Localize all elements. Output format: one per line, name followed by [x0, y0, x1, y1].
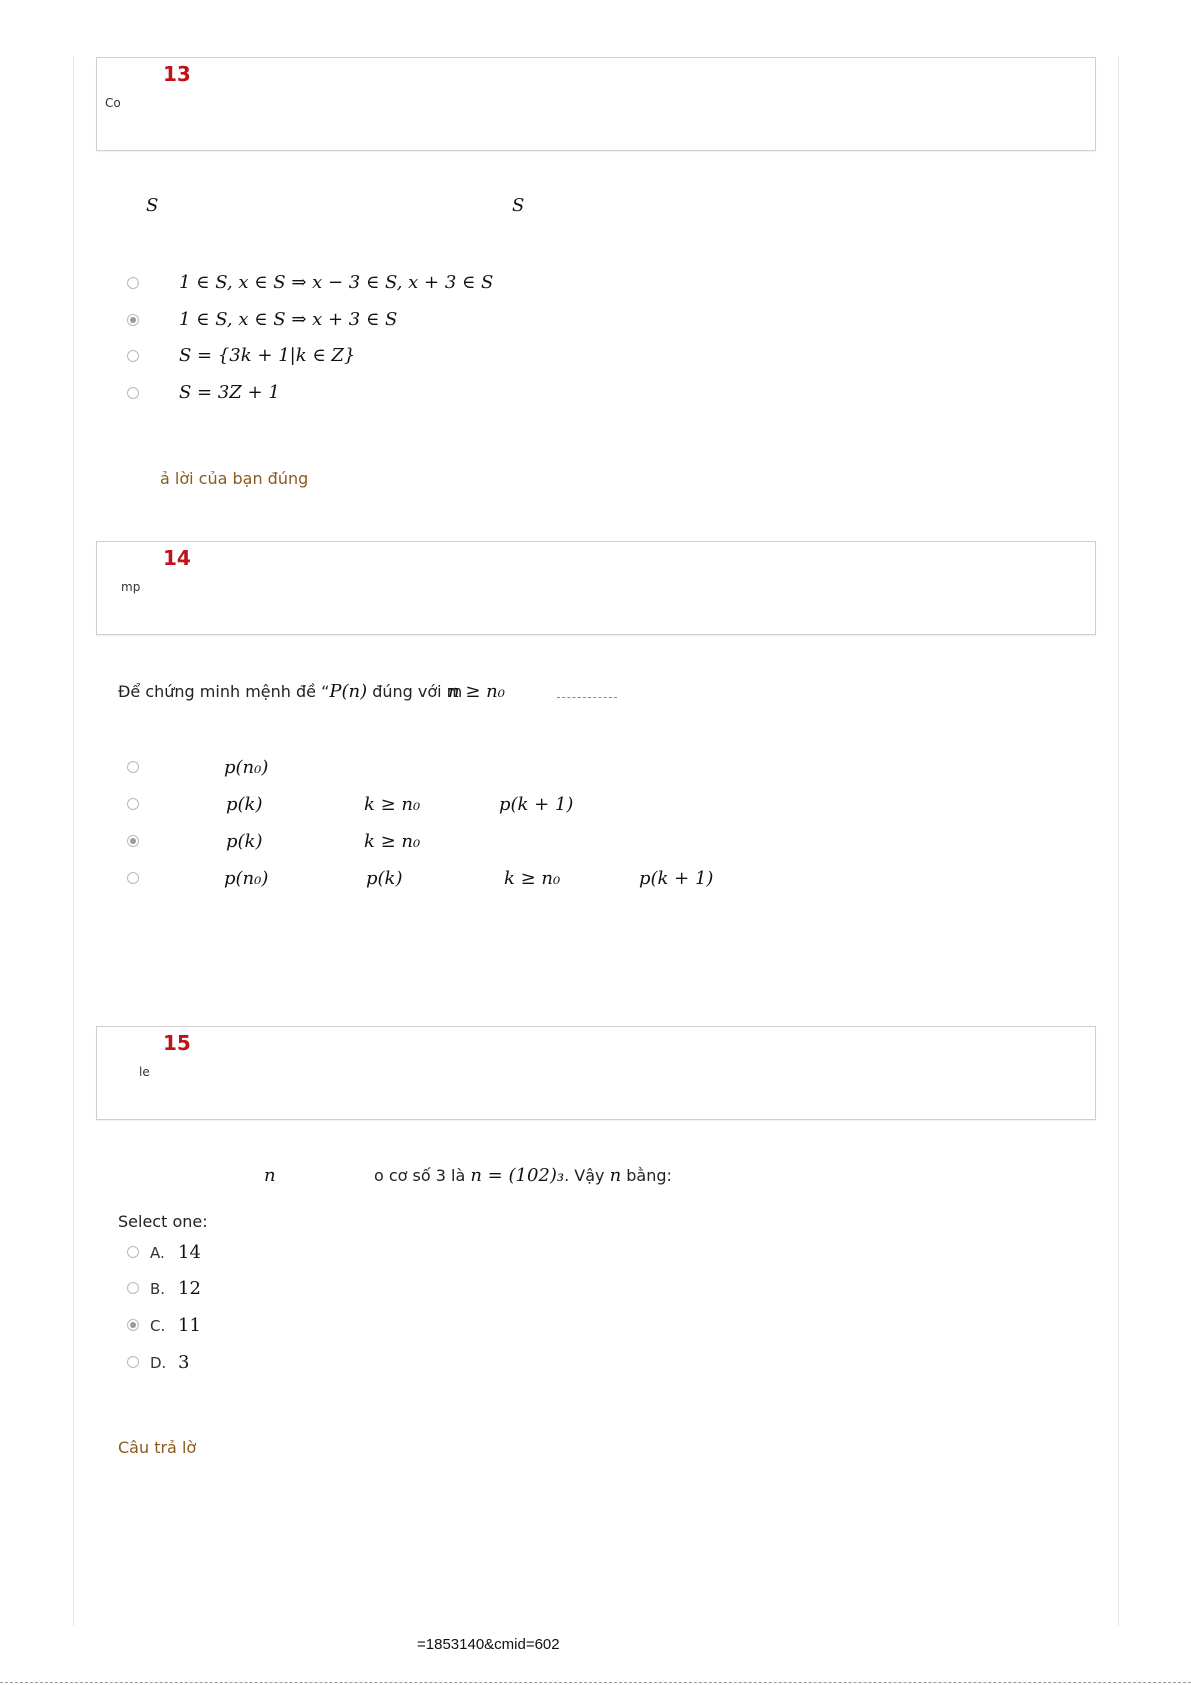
q13-feedback: ả lời của bạn đúng	[160, 469, 309, 488]
q14-option-2-part[interactable]: p(k + 1)	[499, 794, 574, 815]
q14-option-2-part[interactable]: p(k)	[226, 794, 263, 815]
q15-option-d-letter[interactable]: D.	[150, 1354, 167, 1372]
q15-option-b-radio[interactable]	[127, 1282, 139, 1294]
q15-option-d-value[interactable]: 3	[178, 1352, 190, 1373]
q15-stem-text: bằng:	[621, 1166, 672, 1185]
question-15-info-box	[96, 1026, 1096, 1120]
q13-option-1-radio[interactable]	[127, 277, 139, 289]
q14-option-4-part[interactable]: p(k + 1)	[639, 868, 714, 889]
q14-option-4-part[interactable]: p(k)	[366, 868, 403, 889]
q13-option-4-label[interactable]: S = 3Z + 1	[179, 382, 280, 403]
q15-select-label: Select one:	[118, 1212, 208, 1231]
q14-option-3-part[interactable]: p(k)	[226, 831, 263, 852]
q15-stem-math: n	[264, 1165, 276, 1186]
q14-option-2-radio[interactable]	[127, 798, 139, 810]
q14-option-3-radio[interactable]	[127, 835, 139, 847]
q15-option-a-radio[interactable]	[127, 1246, 139, 1258]
q14-option-4-radio[interactable]	[127, 872, 139, 884]
q15-stem-math: n	[609, 1165, 622, 1186]
q13-option-2-radio[interactable]	[127, 314, 139, 326]
q13-stem-symbol: S	[512, 195, 525, 216]
question-13-info-box	[96, 57, 1096, 151]
question-number: 15	[163, 1031, 191, 1055]
q14-stem-math: P(n)	[329, 681, 368, 702]
q13-option-2-label[interactable]: 1 ∈ S, x ∈ S ⇒ x + 3 ∈ S	[179, 309, 398, 330]
q15-option-c-radio[interactable]	[127, 1319, 139, 1331]
q15-stem-text: o cơ số 3 là	[374, 1166, 471, 1185]
q15-stem-math: n = (102)₃	[470, 1165, 565, 1186]
q15-option-b-value[interactable]: 12	[178, 1278, 201, 1299]
content-frame-left-border	[73, 56, 74, 1626]
q14-option-3-part[interactable]: k ≥ n₀	[364, 831, 421, 852]
question-info: Co	[105, 96, 121, 110]
q13-option-4-radio[interactable]	[127, 387, 139, 399]
q14-option-1-part[interactable]: p(n₀)	[224, 757, 269, 778]
q14-option-4-part[interactable]: p(n₀)	[224, 868, 269, 889]
q13-option-3-radio[interactable]	[127, 350, 139, 362]
q14-stem-link-fragment	[557, 697, 617, 699]
q15-option-d-radio[interactable]	[127, 1356, 139, 1368]
q15-option-c-value[interactable]: 11	[178, 1315, 201, 1336]
q14-option-4-part[interactable]: k ≥ n₀	[504, 868, 561, 889]
q15-option-a-value[interactable]: 14	[178, 1242, 201, 1263]
q14-stem-text: Để chứng minh mệnh đề “	[118, 682, 330, 701]
q15-option-c-letter[interactable]: C.	[150, 1317, 166, 1335]
question-14-info-box	[96, 541, 1096, 635]
q15-stem	[374, 1165, 672, 1186]
q15-option-b-letter[interactable]: B.	[150, 1280, 166, 1298]
q14-option-1-radio[interactable]	[127, 761, 139, 773]
q14-stem-text: đúng với m	[367, 682, 463, 701]
question-number: 14	[163, 546, 191, 570]
q13-stem-symbol: S	[146, 195, 159, 216]
q14-option-2-part[interactable]: k ≥ n₀	[364, 794, 421, 815]
question-info: le	[139, 1065, 150, 1079]
q13-option-1-label[interactable]: 1 ∈ S, x ∈ S ⇒ x − 3 ∈ S, x + 3 ∈ S	[179, 272, 494, 293]
question-number: 13	[163, 62, 191, 86]
q15-option-a-letter[interactable]: A.	[150, 1244, 165, 1262]
page-bottom-divider	[0, 1682, 1191, 1683]
print-footer-url: =1853140&cmid=602	[417, 1636, 560, 1653]
q13-option-3-label[interactable]: S = {3k + 1|k ∈ Z}	[179, 345, 356, 366]
question-info: mp	[121, 580, 141, 594]
q15-feedback: Câu trả lờ	[118, 1438, 197, 1457]
q14-stem-math: n ≥ n₀	[448, 681, 505, 702]
q14-stem	[118, 681, 462, 702]
q15-stem-text: . Vậy	[564, 1166, 610, 1185]
content-frame-right-border	[1118, 56, 1119, 1626]
